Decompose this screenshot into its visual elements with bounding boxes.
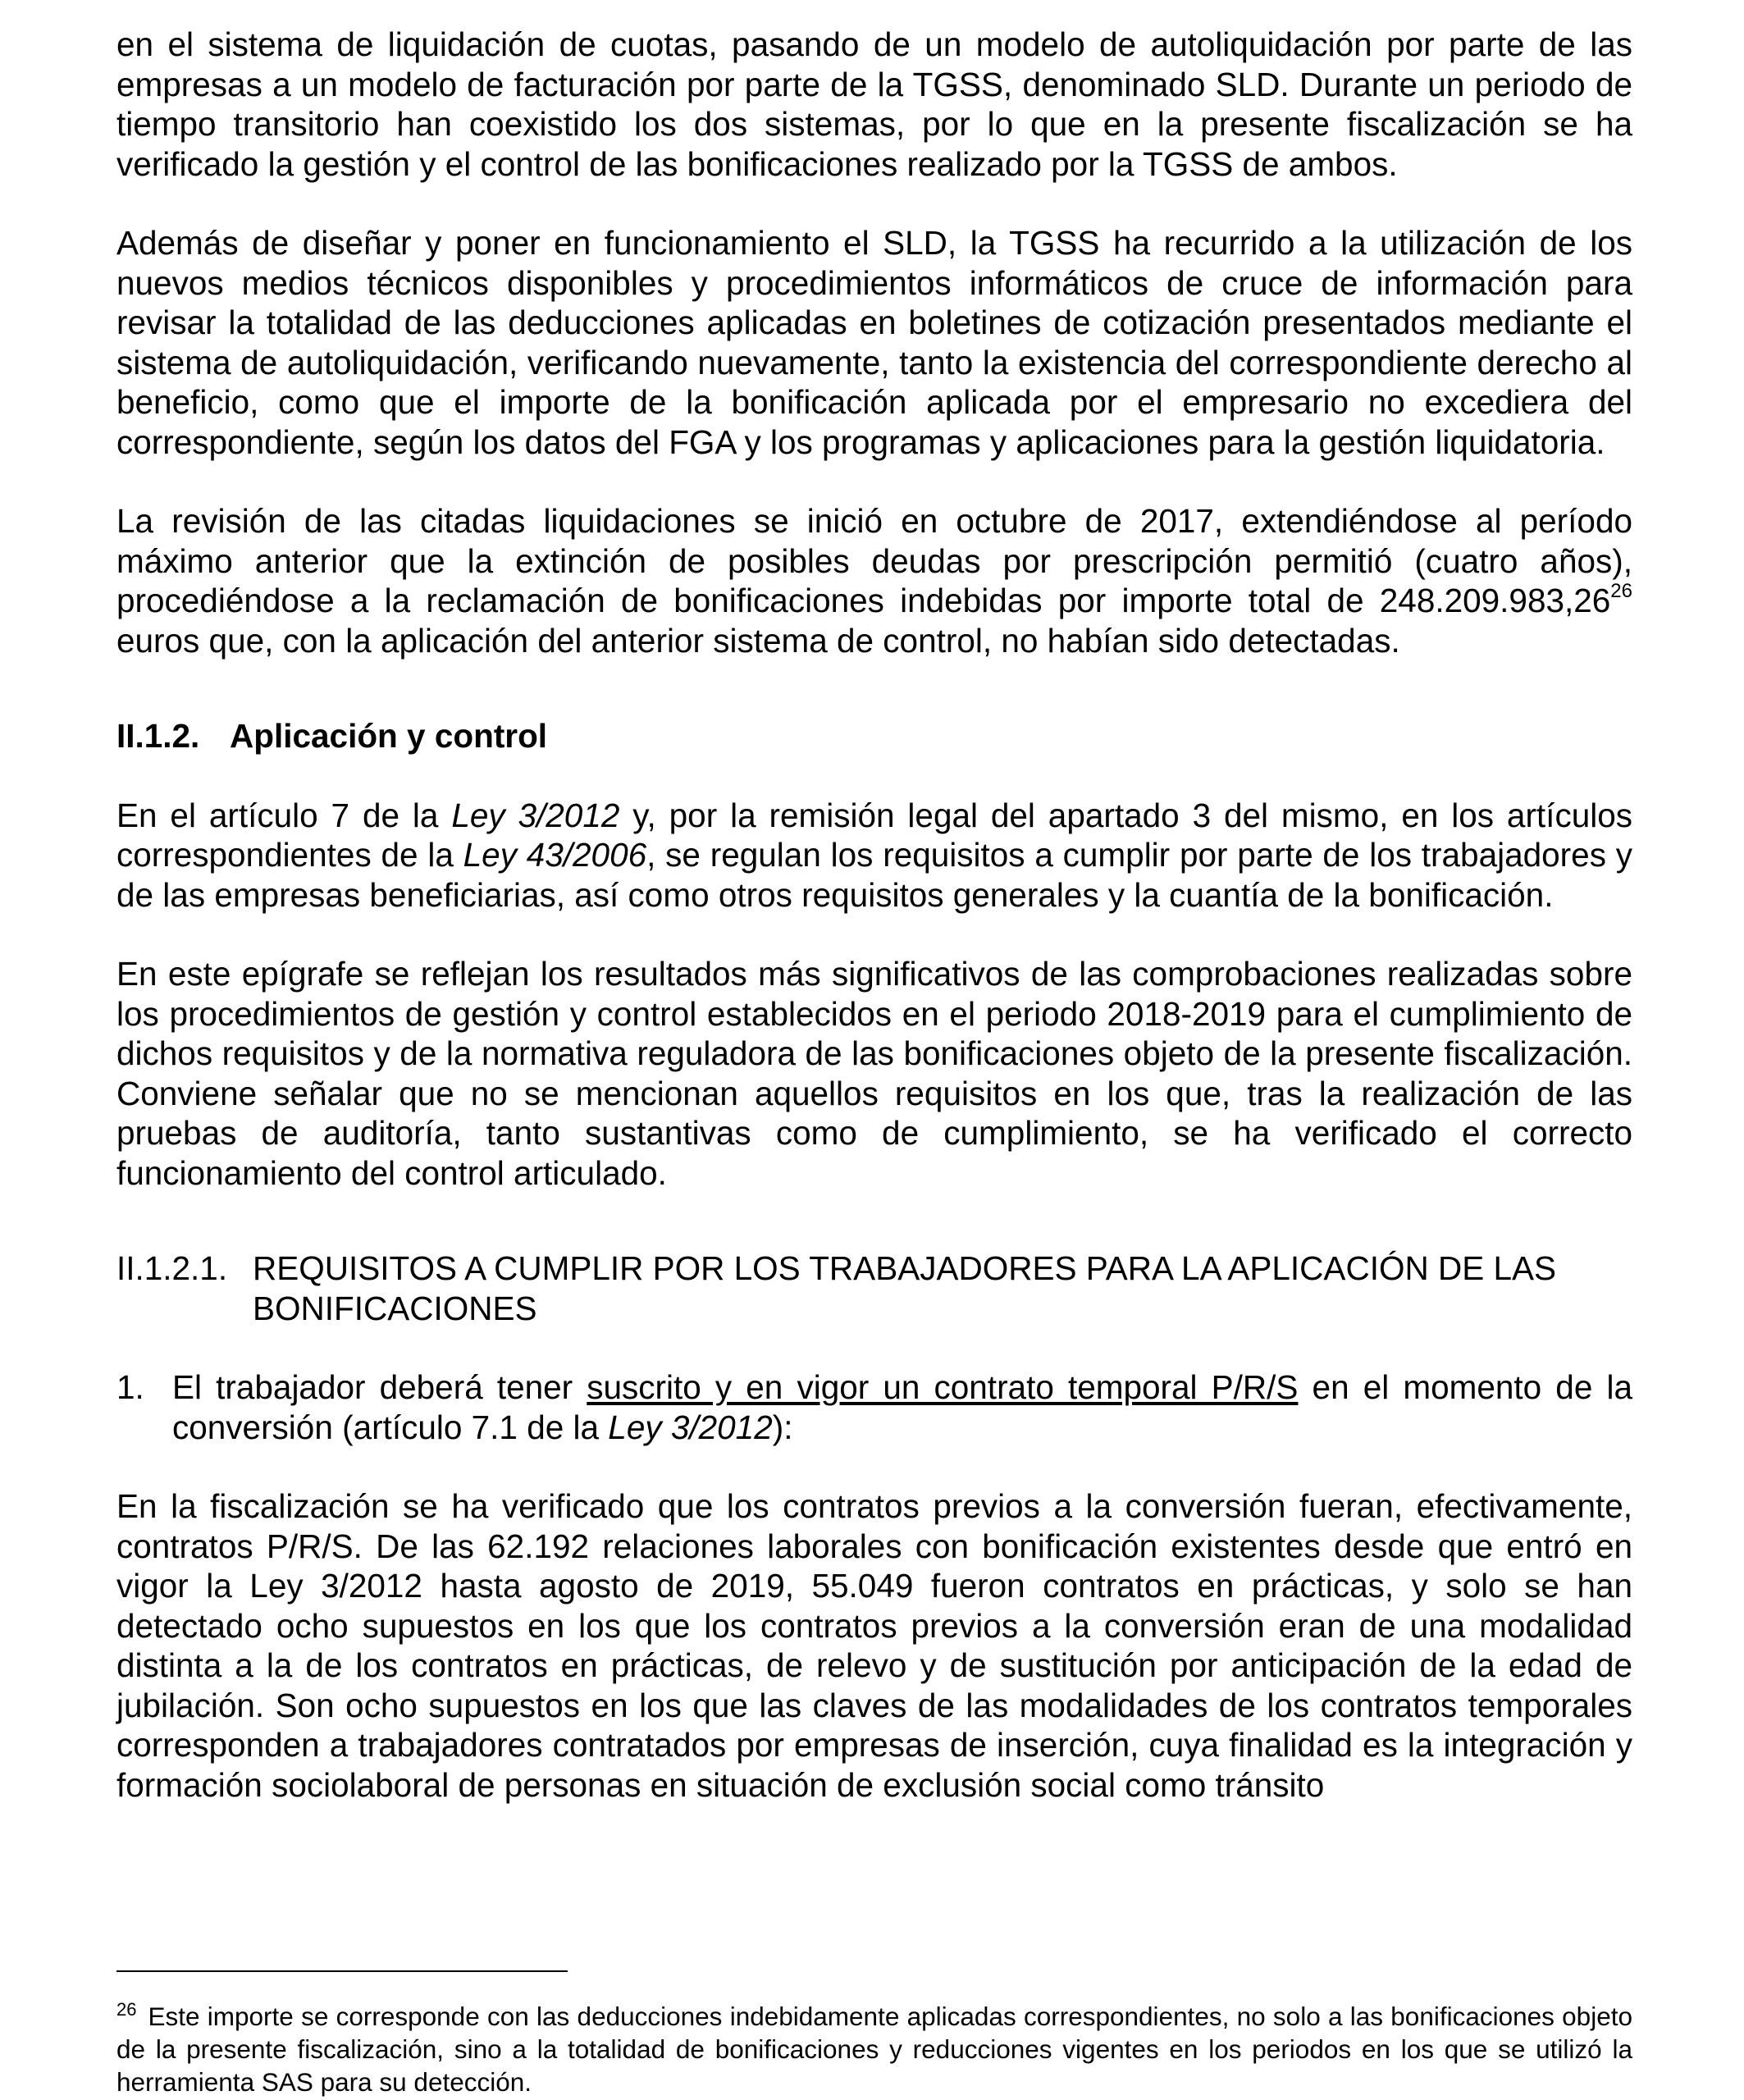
subsection-number: II.1.2.1. [116,1249,228,1287]
paragraph-sld: en el sistema de liquidación de cuotas, pasando de un modelo de autoliquidación por parte de las empresas a un modelo de facturación por parte de la TGSS, denominado SLD. Durante un periodo de tiempo transitorio han coexistido los dos sistemas, por lo que en la presente fiscalización se ha verificado la gestión y el control de las bonificaciones realizado por la TGSS de ambos. [116,25,1632,183]
document-page [116,25,1632,1805]
paragraph-revision-text-end: euros que, con la aplicación del anterior sistema de control, no habían sido detectadas. [116,621,1400,660]
law-reference: Ley 3/2012 [451,796,620,834]
footnote-reference[interactable]: 26 [1610,580,1632,602]
footnote-number: 26 [116,1999,137,2020]
paragraph-fiscalizacion: En la fiscalización se ha verificado que los contratos previos a la conversión fueran, efectivamente, contratos P/R/S. De las 62.192 relaciones laborales con bonificación existentes desde que entró en vigor la Ley 3/2012 hasta agosto de 2019, 55.049 fueron contratos en prácticas, y solo se han detectado ocho supuestos en los que los contratos previos a la conversión eran de una modalidad distinta a la de los contratos en prácticas, de relevo y de sustitución por anticipación de la edad de jubilación. Son ocho supuestos en los que las claves de las modalidades de los contratos temporales corresponden a trabajadores contratados por empresas de inserción, cuya finalidad es la integración y formación sociolaboral de personas en situación de exclusión social como tránsito [116,1487,1632,1804]
text-span: , se regulan los requisitos a cumplir por parte de los trabajadores y de las empresas beneficiarias, así como otros requisitos generales y la cuantía de la bonificación. [116,836,1632,914]
subsection-heading [116,1249,1632,1328]
paragraph-revision [116,501,1632,660]
text-span: En el artículo 7 de la [116,796,452,834]
text-span: en el momento de la conversión (artículo 7.1 de la [172,1368,1632,1446]
section-heading [116,716,1632,756]
item-number: 1. [116,1368,144,1406]
paragraph-revision-text: La revisión de las citadas liquidaciones se inició en octubre de 2017, extendiéndose al período máximo anterior que la extinción de posibles deudas por prescripción permitió (cuatro años), procediéndose a la reclamación de bonificaciones indebidas por importe total de 248.209.983,26 [116,502,1632,619]
paragraph-tgss-review: Además de diseñar y poner en funcionamiento el SLD, la TGSS ha recurrido a la utilización de los nuevos medios técnicos disponibles y procedimientos informáticos de cruce de información para revisar la totalidad de las deducciones aplicadas en boletines de cotización presentados mediante el sistema de autoliquidación, verificando nuevamente, tanto la existencia del correspondiente derecho al beneficio, como que el importe de la bonificación aplicada por el empresario no excediera del correspondiente, según los datos del FGA y los programas y aplicaciones para la gestión liquidatoria. [116,224,1632,461]
paragraph-articulo-7 [116,796,1632,915]
law-reference: Ley 3/2012 [608,1408,773,1446]
section-number: II.1.2. [116,717,200,755]
text-span: ): [772,1408,793,1446]
underlined-requirement: suscrito y en vigor un contrato temporal P/R/S [587,1368,1299,1406]
section-title: Aplicación y control [230,717,548,755]
subsection-title: REQUISITOS A CUMPLIR POR LOS TRABAJADORES PARA LA APLICACIÓN DE LAS BONIFICACIONES [253,1249,1557,1327]
text-span: El trabajador deberá tener [172,1368,587,1406]
numbered-item [116,1367,1632,1447]
law-reference: Ley 43/2006 [463,836,647,874]
text-span: y, por la remisión legal del apartado 3 del mismo, en los artículos correspondientes de la [116,796,1632,874]
footnote [116,2000,1632,2098]
paragraph-epigrafe: En este epígrafe se reflejan los resultados más significativos de las comprobaciones realizadas sobre los procedimientos de gestión y control establecidos en el periodo 2018-2019 para el cumplimiento de dichos requisitos y de la normativa reguladora de las bonificaciones objeto de la presente fiscalización. Conviene señalar que no se mencionan aquellos requisitos en los que, tras la realización de las pruebas de auditoría, tanto sustantivas como de cumplimiento, se ha verificado el correcto funcionamiento del control articulado. [116,955,1632,1192]
footnote-separator [116,1970,568,1972]
footnote-text: Este importe se corresponde con las deducciones indebidamente aplicadas correspondientes, no solo a las bonificaciones objeto de la presente fiscalización, sino a la totalidad de bonificaciones y reducciones vigentes en los periodos en los que se utilizó la herramienta SAS para su detección. [116,2002,1632,2097]
